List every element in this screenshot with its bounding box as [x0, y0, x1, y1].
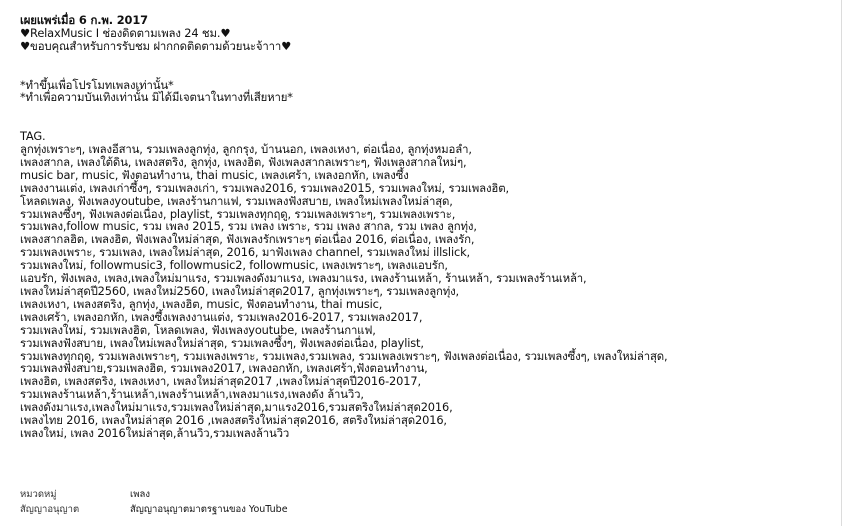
category-value: เพลง: [130, 489, 150, 500]
publish-date: เผยแพร่เมื่อ 6 ก.พ. 2017: [20, 13, 148, 27]
description-line: ♥ขอบคุณสำหรับการรับชม ฝากกดติดตามด้วยนะจ้าาา♥: [20, 38, 292, 53]
spacer: [20, 53, 832, 66]
tag-line: เพลงไทย 2016, เพลงใหม่ล่าสุด 2016 ,เพลงสตริงใหม่ล่าสุด2016, สตริงใหม่ล่าสุด2016,: [20, 413, 447, 428]
tag-line: เพลงสากล, เพลงใต้ดิน, เพลงสตริง, ลูกทุ่ง, เพลงฮิต, ฟังเพลงสากลเพราะๆ, ฟังเพลงสากลใหม่ๆ,: [20, 154, 467, 169]
tag-line: รวมเพลงซึ้งๆ, ฟังเพลงต่อเนื่อง, playlist, รวมเพลงทุกฤดู, รวมเพลงเพราะๆ, รวมเพลงเพราะ,: [20, 206, 456, 221]
tag-line: เพลงเหงา, เพลงสตริง, ลูกทุ่ง, เพลงฮิต, music, ฟังตอนทำงาน, thai music,: [20, 296, 383, 311]
license-row: [20, 502, 288, 517]
tag-line: รวมเพลงเพราะ, รวมเพลง, เพลงใหม่ล่าสุด, 2016, มาฟังเพลง channel, รวมเพลงใหม่ illslick,: [20, 245, 470, 260]
tag-line: เพลงสากลฮิต, เพลงฮิต, ฟังเพลงใหม่ล่าสุด, ฟังเพลงรักเพราะๆ ต่อเนื่อง 2016, ต่อเนื่อง, เพลงรัก,: [20, 232, 475, 247]
tag-line: เพลงฮิต, เพลงสตริง, เพลงเหงา, เพลงใหม่ล่าสุด2017 ,เพลงใหม่ล่าสุดปี2016-2017,: [20, 374, 421, 389]
tag-line: โหลดเพลง, ฟังเพลงyoutube, เพลงร้านกาแฟ, รวมเพลงฟังสบาย, เพลงใหม่เพลงใหม่ล่าสุด,: [20, 193, 453, 208]
tag-line: ลูกทุ่งเพราะๆ, เพลงอีสาน, รวมเพลงลูกทุ่ง, ลูกกรุง, บ้านนอก, เพลงเหงา, ต่อเนื่อง, ลูกทุ่งหมอลำ,: [20, 142, 472, 156]
tag-line: เพลงงานแต่ง, เพลงเก่าซึ้งๆ, รวมเพลงเก่า, รวมเพลง2016, รวมเพลง2015, รวมเพลงใหม่, รวมเพลงฮิต,: [20, 180, 509, 195]
tag-line: แอบรัก, ฟังเพลง, เพลง,เพลงใหม่มาแรง, รวมเพลงดังมาแรง, เพลงมาแรง, เพลงร้านเหล้า, ร้านเหล้า, รวมเพลงร้านเหล้า,: [20, 271, 587, 286]
license-label: สัญญาอนุญาต: [20, 504, 80, 515]
tag-line: เพลงเศร้า, เพลงอกหัก, เพลงซึ้งเพลงงานแต่ง, รวมเพลง2016-2017, รวมเพลง2017,: [20, 309, 423, 324]
description-line: ♥RelaxMusic I ช่องดิดตามเพลง 24 ชม.♥: [20, 25, 231, 40]
video-description: [20, 14, 832, 440]
tag-line: รวมเพลงใหม่, followmusic3, followmusic2, followmusic, เพลงเพราะๆ, เพลงแอบรัก,: [20, 258, 448, 273]
tag-line: รวมเพลงฟังสบาย, เพลงใหม่เพลงใหม่ล่าสุด, รวมเพลงซึ้งๆ, ฟังเพลงต่อเนื่อง, playlist,: [20, 335, 424, 350]
tag-line: เพลงดังมาแรง,เพลงใหม่มาแรง,รวมเพลงใหม่ล่าสุด,มาแรง2016,รวมสตริงใหม่ล่าสุด2016,: [20, 400, 453, 415]
tag-title: TAG.: [20, 129, 46, 144]
video-metadata: [20, 487, 288, 517]
tag-line: รวมเพลงฟังสบาย,รวมเพลงฮิต, รวมเพลง2017, เพลงอกหัก, เพลงเศร้า,ฟังตอนทำงาน,: [20, 361, 428, 376]
license-value: สัญญาอนุญาตมาตรฐานของ YouTube: [130, 504, 288, 515]
tag-line: รวมเพลงทุกฤดู, รวมเพลงเพราะๆ, รวมเพลงเพราะ, รวมเพลง,รวมเพลง, รวมเพลงเพราะๆ, ฟังเพลงต่อเนื่อง, รวมเพลงซึ้งๆ, เพลงใหม่ล่าสุด,: [20, 348, 668, 363]
category-row: [20, 487, 288, 502]
tag-line: รวมเพลงร้านเหล้า,ร้านเหล้า,เพลงร้านเหล้า,เพลงมาแรง,เพลงดัง ล้านวิว,: [20, 387, 364, 402]
tag-line: music bar, music, ฟังตอนทำงาน, thai music, เพลงเศร้า, เพลงอกหัก, เพลงซึ้ง: [20, 167, 409, 182]
spacer: [20, 66, 832, 79]
description-line: *ทำขึ้นเพื่อโปรโมทเพลงเท่านั้น*: [20, 77, 174, 92]
spacer: [20, 104, 832, 117]
spacer: [20, 117, 832, 130]
tag-line: รวมเพลง,follow music, รวม เพลง 2015, รวม เพลง เพราะ, รวม เพลง สากล, รวม เพลง ลูกทุ่ง,: [20, 219, 477, 234]
tag-line: เพลงใหม่ล่าสุดปี2560, เพลงใหม่2560, เพลงใหม่ล่าสุด2017, ลูกทุ่งเพราะๆ, รวมเพลงลูกทุ่ง,: [20, 283, 460, 298]
description-line: *ทำเพื่อความบันเทิงเท่านั้น มิได้มีเจตนาในทางที่เสียหาย*: [20, 90, 293, 105]
tag-line: เพลงใหม่, เพลง 2016ใหม่ล่าสุด,ล้านวิว,รวมเพลงล้านวิว: [20, 425, 290, 440]
tag-line: รวมเพลงใหม่, รวมเพลงฮิต, โหลดเพลง, ฟังเพลงyoutube, เพลงร้านกาแฟ,: [20, 322, 376, 337]
category-label: หมวดหมู่: [20, 489, 57, 500]
